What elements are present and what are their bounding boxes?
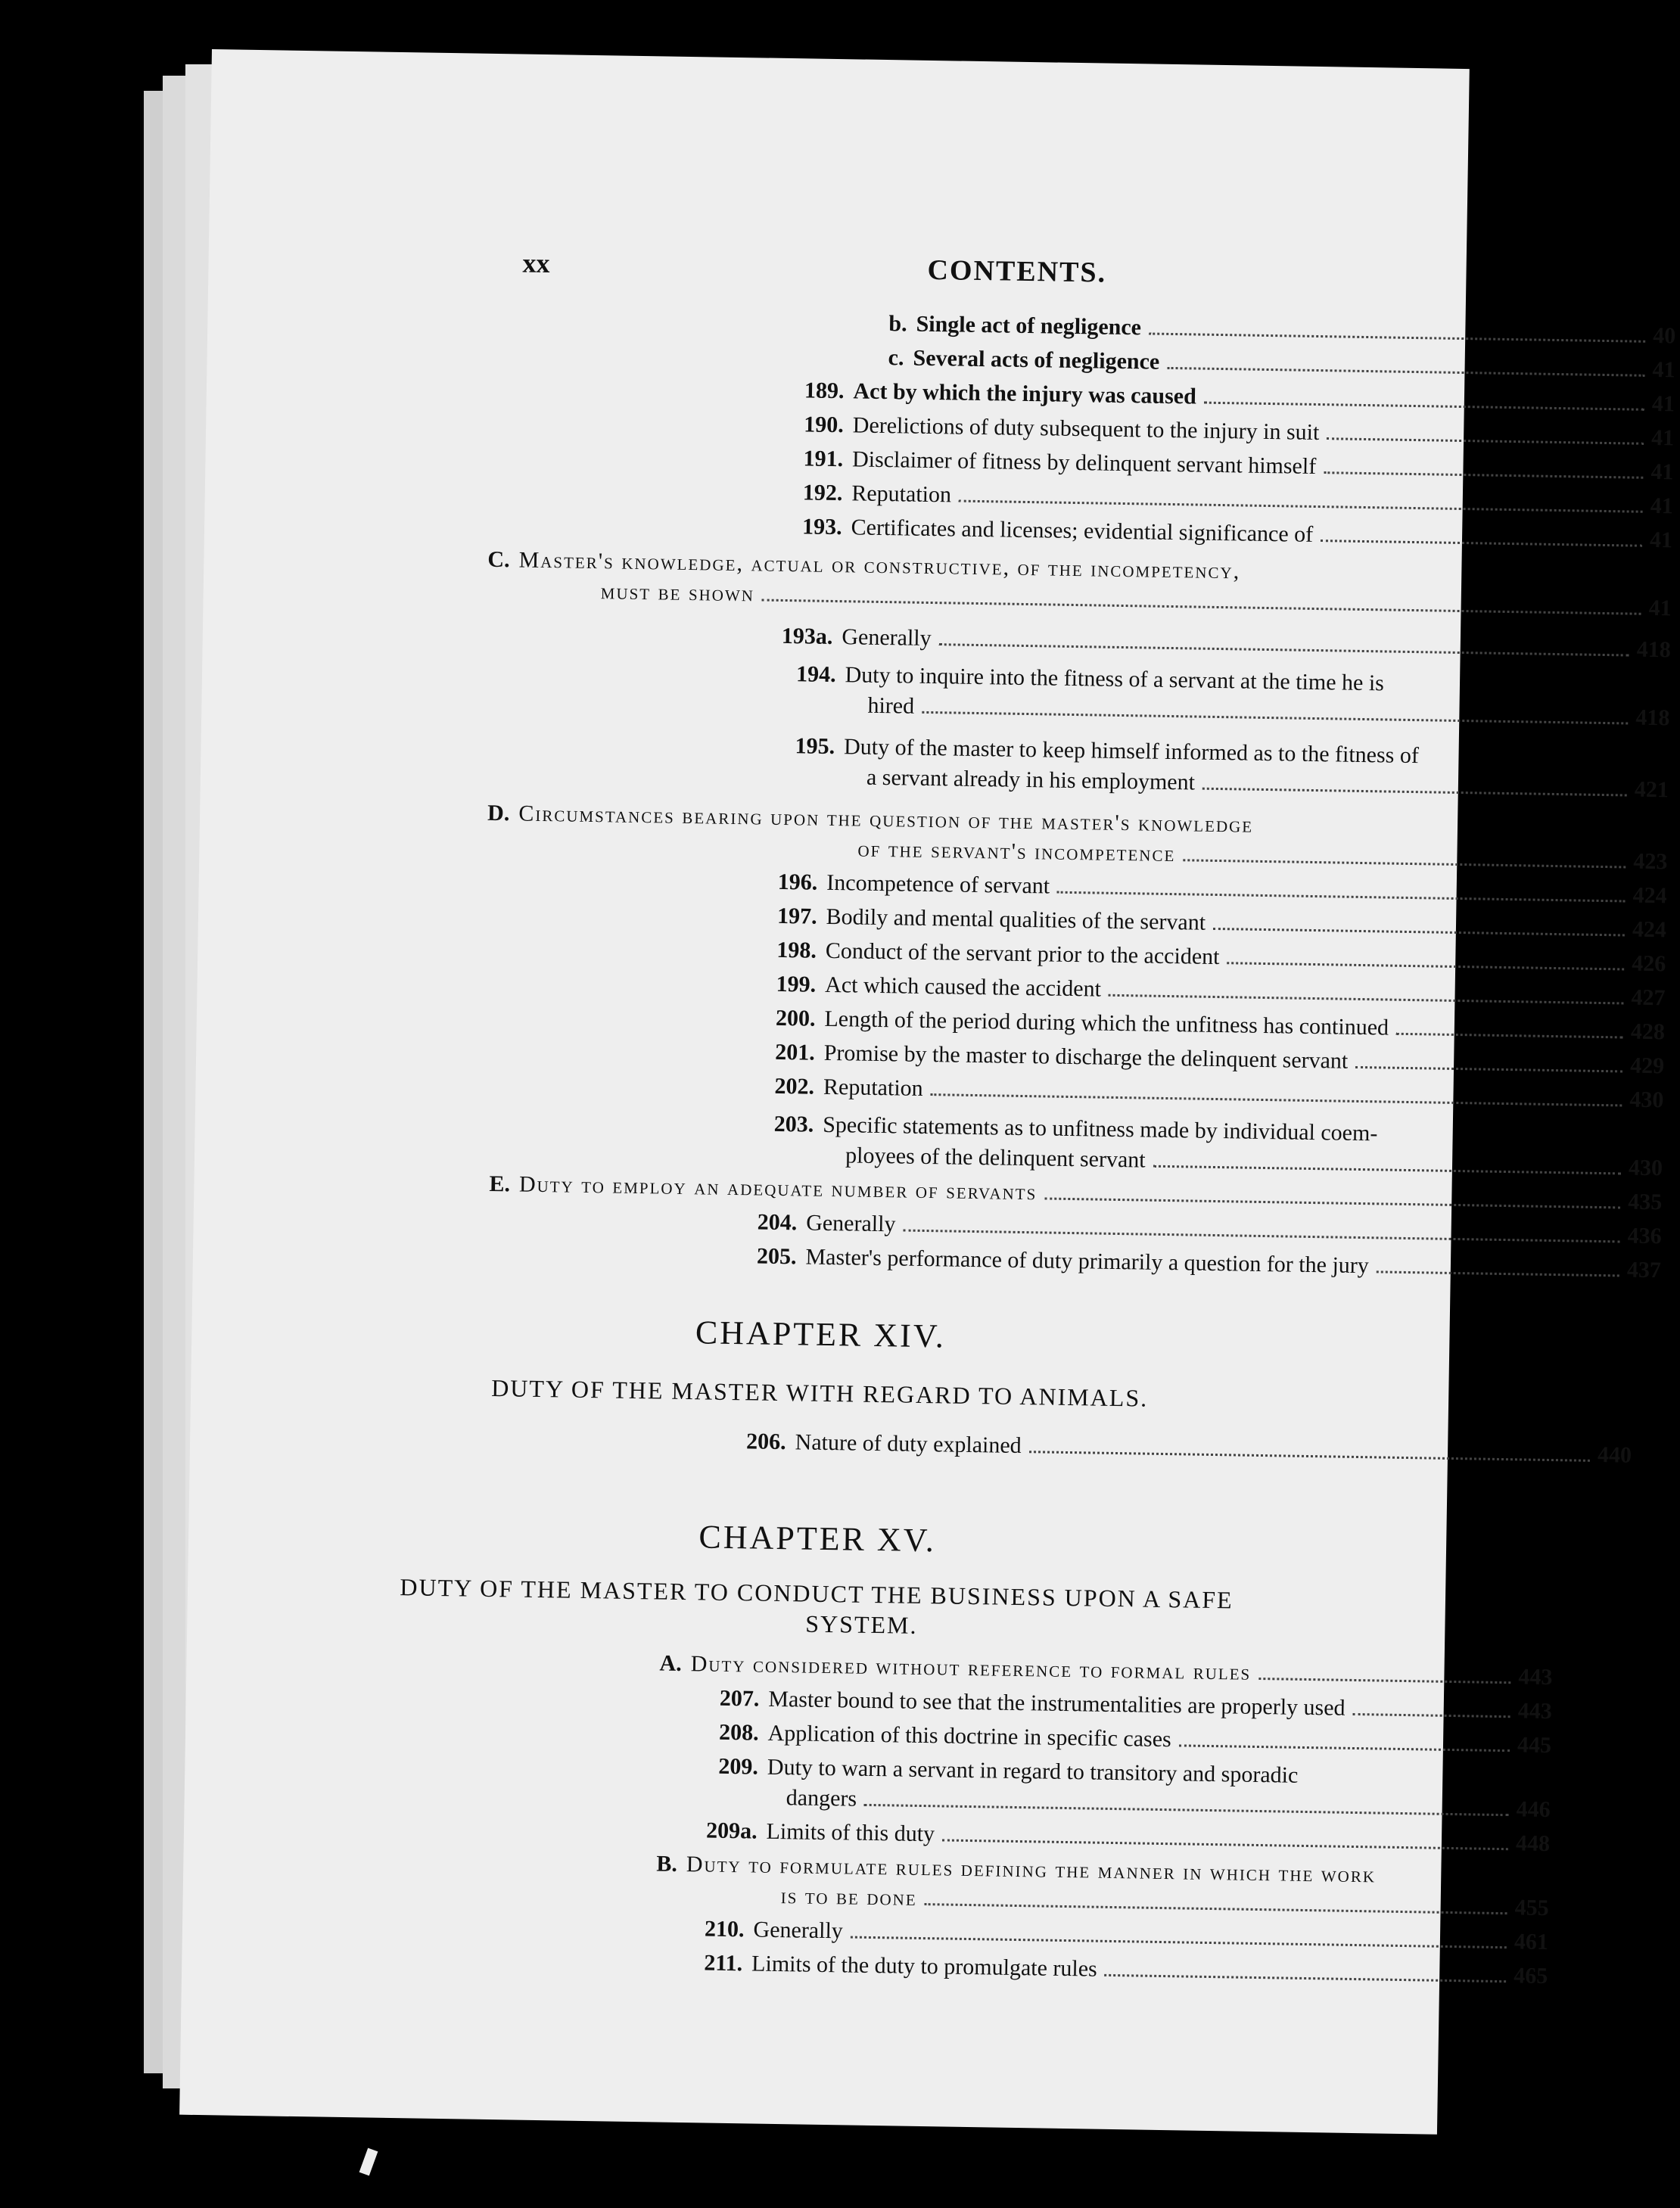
section-heading: B. Duty to formulate rules defining the manner in which the work — [656, 1851, 1377, 1888]
toc-entry: 199. Act which caused the accident 427 — [776, 971, 1666, 1011]
scan-artifact — [359, 2148, 378, 2176]
chapter-title: DUTY OF THE MASTER TO CONDUCT THE BUSINESS UPON A SAFE — [400, 1573, 1234, 1614]
toc-entry: 191. Disclaimer of fitness by delinquent servant himself 41 — [803, 446, 1674, 485]
toc-entry: 203. Specific statements as to unfitness made by individual coem- — [773, 1111, 1378, 1146]
toc-entry: 211. Limits of the duty to promulgate rules 465 — [704, 1950, 1548, 1989]
toc-entry: 206. Nature of duty explained 440 — [745, 1429, 1632, 1468]
toc-entry: 208. Application of this doctrine in specific cases 445 — [718, 1719, 1552, 1759]
toc-entry-cont: ployees of the delinquent servant 430 — [845, 1143, 1663, 1181]
chapter-title-cont: SYSTEM. — [805, 1609, 918, 1639]
section-heading-cont: of the servant's incompetence 423 — [857, 836, 1668, 875]
section-heading: D. Circumstances bearing upon the question of the master's knowledge — [487, 800, 1254, 838]
toc-entry-cont: hired 418 — [867, 692, 1670, 731]
toc-entry: 194. Duty to inquire into the fitness of a servant at the time he is — [795, 661, 1385, 696]
toc-entry-cont: dangers 446 — [786, 1785, 1551, 1823]
toc-entry: 202. Reputation 430 — [774, 1073, 1664, 1113]
toc-entry: 189. Act by which the injury was caused 41 — [804, 378, 1675, 417]
section-heading: C. Master's knowledge, actual or constructive, of the incompetency, — [487, 546, 1241, 584]
toc-entry: 190. Derelictions of duty subsequent to the injury in suit 41 — [804, 412, 1675, 451]
toc-entry: c. Several acts of negligence 41 — [888, 345, 1675, 383]
toc-entry: 192. Reputation 41 — [802, 480, 1674, 519]
toc-entry: 205. Master's performance of duty primarily a question for the jury 437 — [756, 1243, 1662, 1283]
toc-entry: 201. Promise by the master to discharge the delinquent servant 429 — [775, 1039, 1665, 1079]
toc-entry: 209. Duty to warn a servant in regard to transitory and sporadic — [718, 1753, 1299, 1788]
page-number: xx — [522, 247, 550, 279]
toc-entry: 196. Incompetence of servant 424 — [777, 869, 1667, 909]
toc-entry: 193a. Generally 418 — [781, 623, 1672, 663]
toc-entry: 210. Generally 461 — [704, 1916, 1549, 1955]
toc-entry: 204. Generally 436 — [757, 1209, 1662, 1249]
toc-entry: 193. Certificates and licenses; evidential significance of 41 — [801, 514, 1673, 553]
section-heading: A. Duty considered without reference to formal rules 443 — [659, 1650, 1553, 1690]
chapter-heading: CHAPTER XV. — [698, 1518, 937, 1560]
toc-entry: 195. Duty of the master to keep himself informed as to the fitness of — [795, 733, 1420, 769]
toc-entry: 197. Bodily and mental qualities of the servant 424 — [776, 903, 1667, 943]
section-heading-cont: must be shown 41 — [600, 579, 1672, 621]
toc-entry: b. Single act of negligence 40 — [888, 311, 1676, 349]
book-page — [179, 49, 1676, 2135]
toc-entry: 200. Length of the period during which the unfitness has continued 428 — [775, 1005, 1666, 1045]
section-heading-cont: is to be done 455 — [780, 1883, 1549, 1921]
section-heading: E. Duty to employ an adequate number of servants 435 — [489, 1171, 1663, 1215]
toc-entry: 207. Master bound to see that the instrumentalities are properly used 443 — [719, 1685, 1552, 1724]
toc-entry: 198. Conduct of the servant prior to the accident 426 — [776, 937, 1666, 977]
toc-entry-cont: a servant already in his employment 421 — [866, 764, 1669, 803]
toc-entry: 209a. Limits of this duty 448 — [705, 1818, 1551, 1857]
chapter-title: DUTY OF THE MASTER WITH REGARD TO ANIMALS. — [490, 1374, 1149, 1412]
chapter-heading: CHAPTER XIV. — [695, 1314, 947, 1355]
running-title: CONTENTS. — [927, 253, 1107, 289]
